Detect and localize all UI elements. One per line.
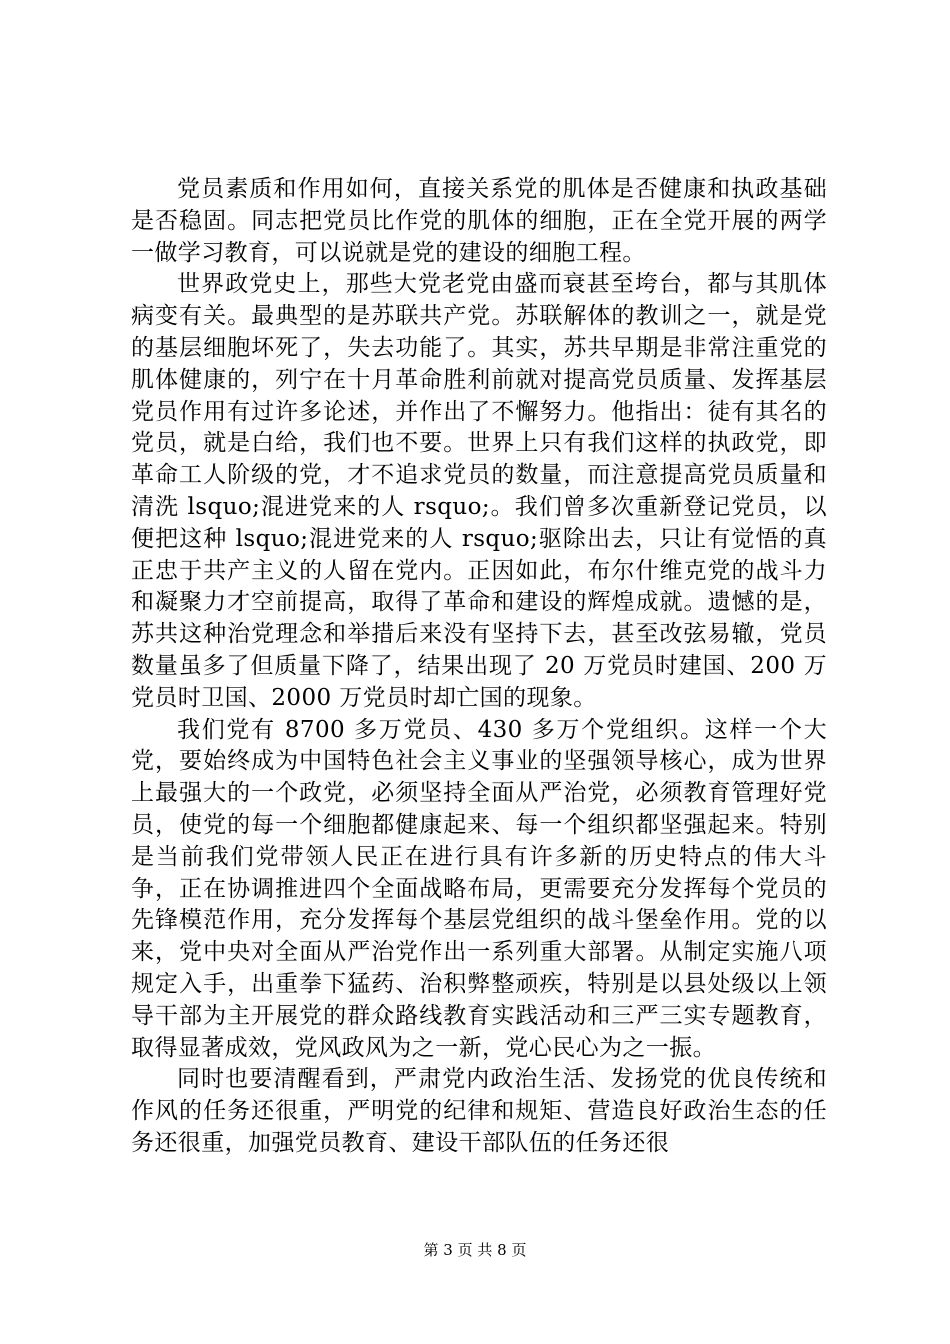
page-number-footer: 第 3 页 共 8 页 [423, 1241, 527, 1259]
paragraph-remaining-tasks: 同时也要清醒看到，严肃党内政治生活、发扬党的优良传统和作风的任务还很重，严明党的纪律和规矩、营造良好政治生态的任务还很重，加强党员教育、建设干部队伍的任务还很 [131, 1066, 827, 1156]
paragraph-party-member-quality: 党员素质和作用如何，直接关系党的肌体是否健康和执政基础是否稳固。同志把党员比作党的肌体的细胞，正在全党开展的两学一做学习教育，可以说就是党的建设的细胞工程。 [131, 176, 827, 266]
document-body [131, 174, 827, 1160]
paragraph-soviet-party-history: 世界政党史上，那些大党老党由盛而衰甚至垮台，都与其肌体病变有关。最典型的是苏联共产党。苏联解体的教训之一，就是党的基层细胞坏死了，失去功能了。其实，苏共早期是非常注重党的肌体健康的，列宁在十月革命胜利前就对提高党员质量、发挥基层党员作用有过许多论述，并作出了不懈努力。他指出：徒有其名的党员，就是白给，我们也不要。世界上只有我们这样的执政党，即革命工人阶级的党，才不追求党员的数量，而注意提高党员质量和清洗 lsquo;混进党来的人 rsquo;。我们曾多次重新登记党员，以便把这种 lsquo;混进党来的人 rsquo;驱除出去，只让有觉悟的真正忠于共产主义的人留在党内。正因如此，布尔什维克党的战斗力和凝聚力才空前提高，取得了革命和建设的辉煌成就。遗憾的是，苏共这种治党理念和举措后来没有坚持下去，甚至改弦易辙，党员数量虽多了但质量下降了，结果出现了 20 万党员时建国、200 万党员时卫国、2000 万党员时却亡国的现象。 [131, 271, 827, 711]
paragraph-our-party: 我们党有 8700 多万党员、430 多万个党组织。这样一个大党，要始终成为中国特色社会主义事业的坚强领导核心，成为世界上最强大的一个政党，必须坚持全面从严治党，必须教育管理好党员，使党的每一个细胞都健康起来、每一个组织都坚强起来。特别是当前我们党带领人民正在进行具有许多新的历史特点的伟大斗争，正在协调推进四个全面战略布局，更需要充分发挥每个党员的先锋模范作用，充分发挥每个基层党组织的战斗堡垒作用。党的以来，党中央对全面从严治党作出一系列重大部署。从制定实施八项规定入手，出重拳下猛药、治积弊整顽疾，特别是以县处级以上领导干部为主开展党的群众路线教育实践活动和三严三实专题教育，取得显著成效，党风政风为之一新，党心民心为之一振。 [131, 716, 827, 1061]
